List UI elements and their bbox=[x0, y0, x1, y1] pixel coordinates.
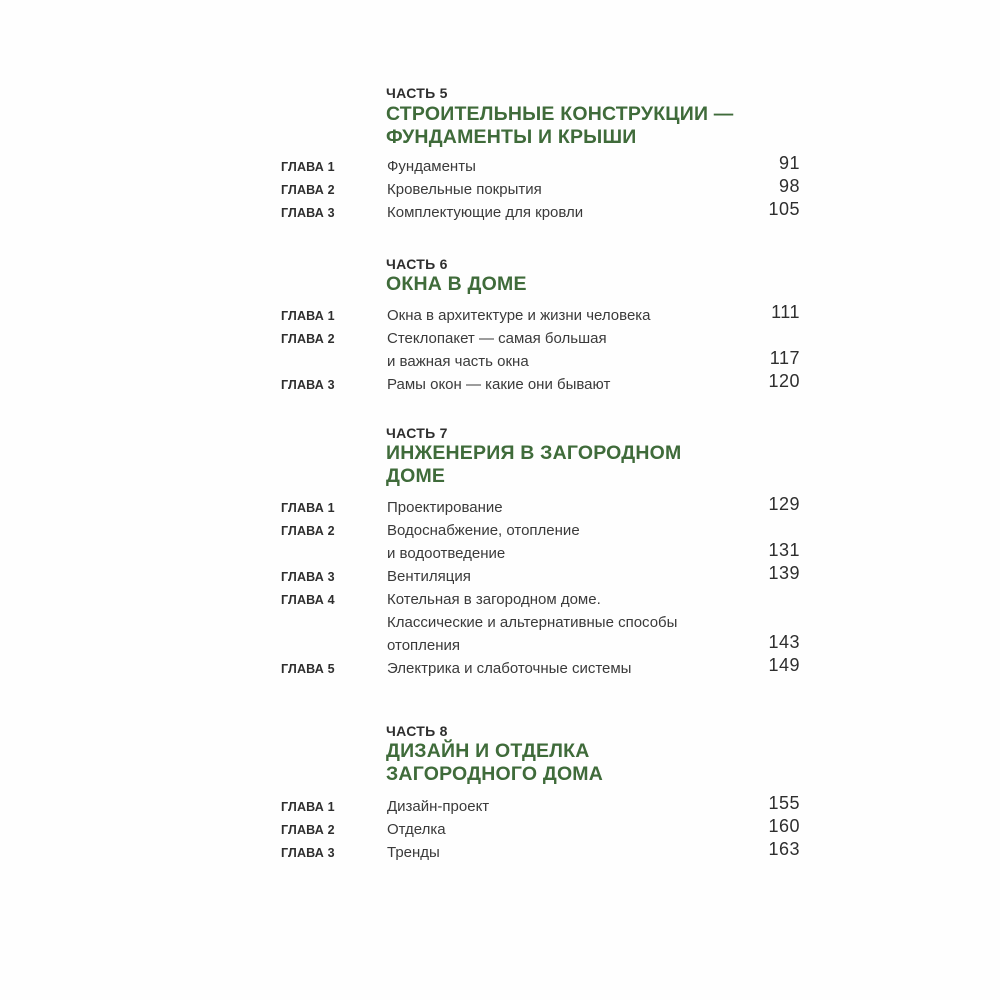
chapter-title: Котельная в загородном доме. bbox=[387, 591, 601, 608]
chapter-title-cont: отопления bbox=[387, 637, 461, 654]
toc-entry-ch4-cont2[interactable] bbox=[0, 632, 1000, 660]
toc-entry-ch4[interactable] bbox=[0, 590, 1000, 614]
chapter-title: Проектирование bbox=[387, 499, 503, 516]
chapter-label: ГЛАВА 5 bbox=[281, 662, 335, 676]
chapter-label: ГЛАВА 3 bbox=[281, 846, 335, 860]
chapter-label: ГЛАВА 2 bbox=[281, 183, 335, 197]
chapter-label: ГЛАВА 2 bbox=[281, 524, 335, 538]
toc-entry-ch3[interactable] bbox=[0, 371, 1000, 399]
toc-entry-ch2[interactable] bbox=[0, 329, 1000, 353]
chapter-title: Электрика и слаботочные системы bbox=[387, 660, 632, 677]
toc-entry-ch2-cont[interactable] bbox=[0, 540, 1000, 568]
part-title-line: ДОМЕ bbox=[386, 465, 446, 487]
toc-entry-ch3[interactable] bbox=[0, 839, 1000, 867]
toc-entry-ch4-cont[interactable] bbox=[0, 613, 1000, 637]
chapter-title: Комплектующие для кровли bbox=[387, 204, 584, 221]
chapter-title: Отделка bbox=[387, 821, 446, 838]
toc-entry-ch2-cont[interactable] bbox=[0, 348, 1000, 376]
toc-entry-ch3[interactable] bbox=[0, 563, 1000, 591]
part-title-line: ЗАГОРОДНОГО ДОМА bbox=[386, 763, 604, 785]
part-label: ЧАСТЬ 6 bbox=[386, 256, 448, 272]
chapter-title-cont: и важная часть окна bbox=[387, 353, 529, 370]
chapter-label: ГЛАВА 3 bbox=[281, 206, 335, 220]
chapter-title: Вентиляция bbox=[387, 568, 471, 585]
page-number: 131 bbox=[768, 540, 800, 560]
chapter-title: Дизайн-проект bbox=[387, 798, 490, 815]
chapter-title: Стеклопакет — самая большая bbox=[387, 330, 607, 347]
chapter-label: ГЛАВА 2 bbox=[281, 823, 335, 837]
chapter-title-cont: и водоотведение bbox=[387, 545, 506, 562]
chapter-title-cont: Классические и альтернативные способы bbox=[387, 614, 678, 631]
toc-entry-ch2[interactable] bbox=[0, 521, 1000, 545]
part-title-line: ОКНА В ДОМЕ bbox=[386, 273, 527, 295]
chapter-title: Тренды bbox=[387, 844, 440, 861]
chapter-title: Кровельные покрытия bbox=[387, 181, 542, 198]
toc-entry-ch2[interactable] bbox=[0, 176, 1000, 204]
toc-entry-ch3[interactable] bbox=[0, 199, 1000, 227]
toc-entry-ch1[interactable] bbox=[0, 302, 1000, 330]
part-title-line: ФУНДАМЕНТЫ И КРЫШИ bbox=[386, 126, 637, 148]
chapter-label: ГЛАВА 4 bbox=[281, 593, 335, 607]
page-number: 105 bbox=[768, 199, 800, 219]
toc-entry-ch2[interactable] bbox=[0, 816, 1000, 844]
chapter-label: ГЛАВА 1 bbox=[281, 160, 335, 174]
page-number: 91 bbox=[778, 153, 800, 173]
chapter-title: Окна в архитектуре и жизни человека bbox=[387, 307, 651, 324]
page-number: 111 bbox=[771, 302, 800, 322]
part-title-line: ИНЖЕНЕРИЯ В ЗАГОРОДНОМ bbox=[386, 442, 682, 464]
chapter-label: ГЛАВА 3 bbox=[281, 378, 335, 392]
chapter-label: ГЛАВА 2 bbox=[281, 332, 335, 346]
chapter-label: ГЛАВА 1 bbox=[281, 309, 335, 323]
chapter-label: ГЛАВА 3 bbox=[281, 570, 335, 584]
part-label: ЧАСТЬ 8 bbox=[386, 723, 448, 739]
chapter-title: Водоснабжение, отопление bbox=[387, 522, 580, 539]
chapter-title: Фундаменты bbox=[387, 158, 476, 175]
part-title-line: СТРОИТЕЛЬНЫЕ КОНСТРУКЦИИ — bbox=[386, 103, 734, 125]
chapter-title: Рамы окон — какие они бывают bbox=[387, 376, 611, 393]
page-number: 117 bbox=[769, 348, 800, 368]
part-title-line: ДИЗАЙН И ОТДЕЛКА bbox=[386, 740, 590, 762]
page-number: 139 bbox=[768, 563, 800, 583]
chapter-label: ГЛАВА 1 bbox=[281, 800, 335, 814]
toc-entry-ch1[interactable] bbox=[0, 153, 1000, 181]
page-number: 163 bbox=[768, 839, 800, 859]
chapter-label: ГЛАВА 1 bbox=[281, 501, 335, 515]
page-number: 149 bbox=[768, 655, 800, 675]
page-number: 160 bbox=[768, 816, 800, 836]
page-number: 98 bbox=[778, 176, 800, 196]
toc-entry-ch1[interactable] bbox=[0, 494, 1000, 522]
part-label: ЧАСТЬ 7 bbox=[386, 425, 448, 441]
page-number: 155 bbox=[768, 793, 800, 813]
part-label: ЧАСТЬ 5 bbox=[386, 85, 448, 101]
toc-entry-ch1[interactable] bbox=[0, 793, 1000, 821]
toc-entry-ch5[interactable] bbox=[0, 655, 1000, 683]
page-number: 143 bbox=[768, 632, 800, 652]
page-number: 129 bbox=[768, 494, 800, 514]
page-number: 120 bbox=[768, 371, 800, 391]
